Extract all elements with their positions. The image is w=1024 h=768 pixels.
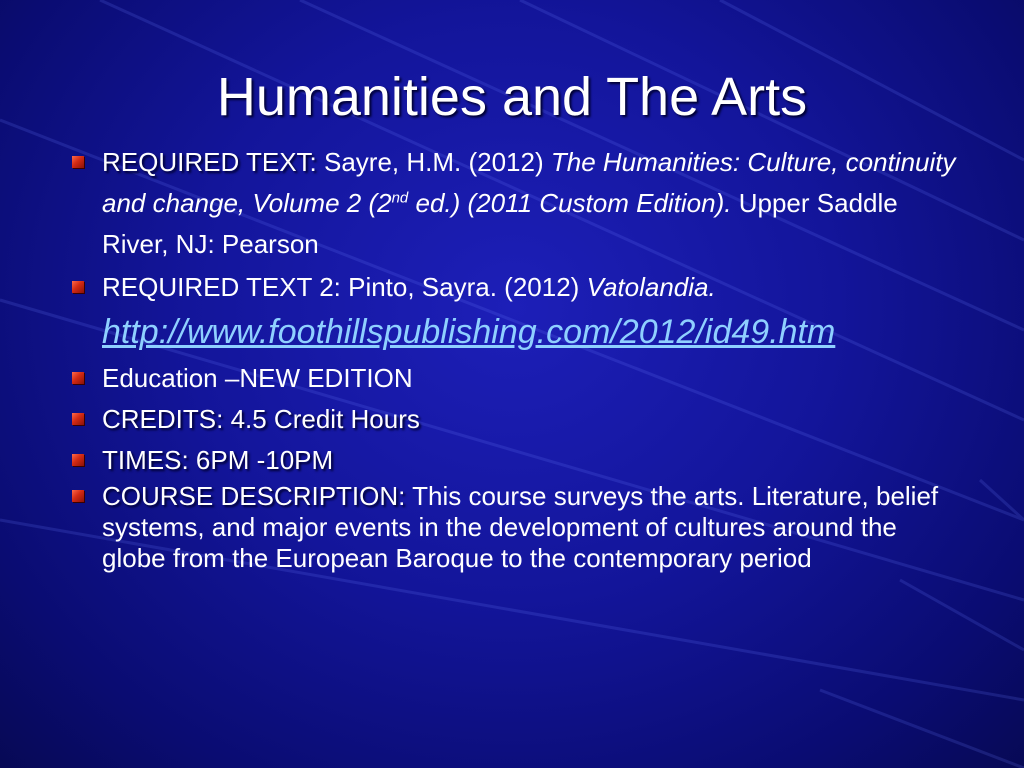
- bullet-marker-icon: [72, 454, 84, 466]
- bullet-marker-icon: [72, 156, 84, 168]
- citation-superscript: nd: [391, 189, 409, 207]
- list-item: [62, 267, 962, 356]
- bullet-list: [62, 142, 962, 576]
- citation-author: REQUIRED TEXT 2: Pinto, Sayra. (2012): [102, 272, 587, 302]
- citation-title: The Humanities: Culture, continuity and change, Volume 2 (2: [102, 147, 956, 218]
- education-note: Education –NEW EDITION: [102, 363, 413, 393]
- times-text: TIMES: 6PM -10PM: [102, 445, 334, 475]
- list-item: [62, 481, 962, 574]
- page-title: Humanities and The Arts: [216, 67, 808, 127]
- list-item: [62, 440, 962, 481]
- list-item: [62, 142, 962, 265]
- list-item: [62, 399, 962, 440]
- course-description-text: This course surveys the arts. Literature, belief systems, and major events in the development of cultures around the globe from the European Baroque to the contemporary period: [102, 481, 939, 573]
- bullet-marker-icon: [72, 413, 84, 425]
- publisher-link[interactable]: http://www.foothillspublishing.com/2012/id49.htm: [102, 313, 836, 351]
- list-item: [62, 358, 962, 399]
- required-text-label: REQUIRED TEXT:: [102, 147, 317, 177]
- bullet-marker-icon: [72, 372, 84, 384]
- citation-publisher: Upper Saddle River, NJ: Pearson: [102, 188, 898, 259]
- citation-edition: ed.) (2011 Custom Edition).: [408, 188, 732, 218]
- course-description-label: COURSE DESCRIPTION:: [102, 481, 406, 511]
- citation-title: Vatolandia.: [586, 272, 716, 302]
- bullet-marker-icon: [72, 281, 84, 293]
- credits-text: CREDITS: 4.5 Credit Hours: [102, 404, 420, 434]
- bullet-marker-icon: [72, 490, 84, 502]
- citation-author: Sayre, H.M. (2012): [316, 147, 551, 177]
